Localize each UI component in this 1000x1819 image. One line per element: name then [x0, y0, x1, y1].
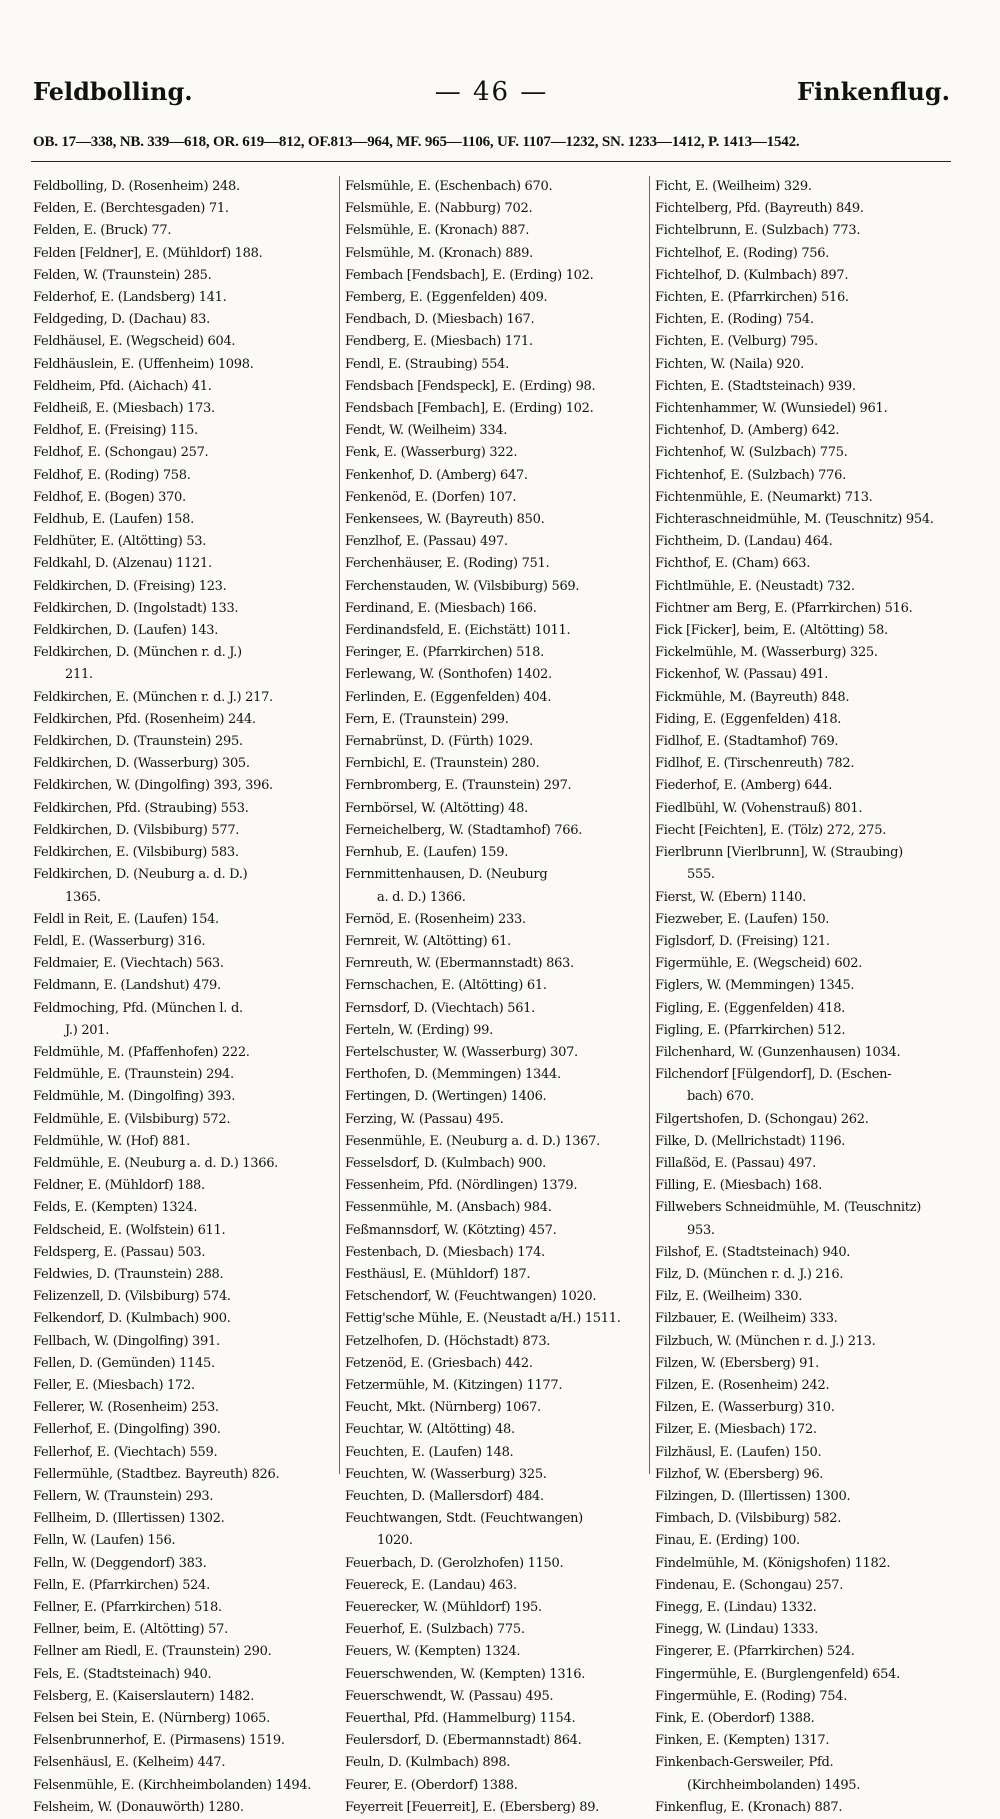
index-entry: Feldl in Reit, E. (Laufen) 154. — [33, 911, 219, 927]
index-entry — [33, 864, 335, 908]
index-entry: Fichtenmühle, E. (Neumarkt) 713. — [655, 489, 873, 505]
index-entry: Fierst, W. (Ebern) 1140. — [655, 889, 806, 905]
index-entry: Fichtenhof, E. (Sulzbach) 776. — [655, 467, 846, 483]
index-entry: Filzbuch, W. (München r. d. J.) 213. — [655, 1333, 876, 1349]
index-entry: Fellern, W. (Traunstein) 293. — [33, 1488, 214, 1504]
entry-text: Feldkirchen, D. (Neuburg a. d. D.) — [33, 867, 248, 883]
index-entry: Feldhub, E. (Laufen) 158. — [33, 512, 194, 528]
index-entry: Fertelschuster, W. (Wasserburg) 307. — [345, 1044, 578, 1060]
entry-text: Finkenbach-Gersweiler, Pfd. — [655, 1755, 834, 1771]
index-entry: Fichtelhof, D. (Kulmbach) 897. — [655, 267, 849, 283]
index-entry: Feuchten, E. (Laufen) 148. — [345, 1444, 514, 1460]
index-entry: Filz, D. (München r. d. J.) 216. — [655, 1266, 844, 1282]
index-entry: Fichtelhof, E. (Roding) 756. — [655, 245, 830, 261]
index-entry: Feller, E. (Miesbach) 172. — [33, 1377, 195, 1393]
index-entry: Feldhof, E. (Bogen) 370. — [33, 489, 186, 505]
index-entry: Fendberg, E. (Miesbach) 171. — [345, 334, 533, 350]
index-entry: Felderhof, E. (Landsberg) 141. — [33, 290, 227, 306]
index-entry: Ferlinden, E. (Eggenfelden) 404. — [345, 689, 552, 705]
index-entry: Feuerthal, Pfd. (Hammelburg) 1154. — [345, 1711, 576, 1727]
index-entry: Fiecht [Feichten], E. (Tölz) 272, 275. — [655, 822, 887, 838]
index-entry: Fiedlbühl, W. (Vohenstrauß) 801. — [655, 800, 863, 816]
index-entry: Feuerhof, E. (Sulzbach) 775. — [345, 1622, 525, 1638]
index-entry: Fichtenhof, W. (Sulzbach) 775. — [655, 445, 848, 461]
page-number: — 46 — — [434, 77, 549, 107]
index-entry: Feldmühle, W. (Hof) 881. — [33, 1133, 191, 1149]
index-entry: Fetzenöd, E. (Griesbach) 442. — [345, 1355, 533, 1371]
index-entry: Fernbichl, E. (Traunstein) 280. — [345, 756, 540, 772]
index-entry: Finau, E. (Erding) 100. — [655, 1533, 800, 1549]
index-entry: Fesselsdorf, D. (Kulmbach) 900. — [345, 1155, 546, 1171]
entry-continuation: 1020. — [377, 1533, 413, 1549]
index-entry: Filzer, E. (Miesbach) 172. — [655, 1422, 817, 1438]
entry-text: Feldmoching, Pfd. (München l. d. — [33, 1000, 243, 1016]
index-entry: Feldkirchen, D. (Traunstein) 295. — [33, 734, 243, 750]
index-entry: Feldkirchen, Pfd. (Straubing) 553. — [33, 800, 249, 816]
index-entry: Fidlhof, E. (Stadtamhof) 769. — [655, 734, 839, 750]
index-entry: Feldkirchen, D. (Ingolstadt) 133. — [33, 600, 239, 616]
index-entry: Feldsperg, E. (Passau) 503. — [33, 1244, 206, 1260]
index-entry: Feldwies, D. (Traunstein) 288. — [33, 1266, 224, 1282]
index-entry: Feldhof, E. (Freising) 115. — [33, 423, 198, 439]
index-entry: Felden, W. (Traunstein) 285. — [33, 267, 212, 283]
index-entry: Filzen, W. (Ebersberg) 91. — [655, 1355, 819, 1371]
index-entry: Fessenheim, Pfd. (Nördlingen) 1379. — [345, 1178, 578, 1194]
index-entry: Filshof, E. (Stadtsteinach) 940. — [655, 1244, 851, 1260]
index-entry: Ferchenstauden, W. (Vilsbiburg) 569. — [345, 578, 580, 594]
index-entry: Ferchenhäuser, E. (Roding) 751. — [345, 556, 550, 572]
index-entry: Feuers, W. (Kempten) 1324. — [345, 1644, 521, 1660]
running-head — [33, 74, 950, 118]
index-entry: Fellner, beim, E. (Altötting) 57. — [33, 1622, 228, 1638]
index-column-2 — [345, 176, 645, 1819]
index-entry: Filzen, E. (Rosenheim) 242. — [655, 1377, 830, 1393]
index-entry: Fembach [Fendsbach], E. (Erding) 102. — [345, 267, 594, 283]
index-entry: Feldscheid, E. (Wolfstein) 611. — [33, 1222, 226, 1238]
entry-continuation: bach) 670. — [687, 1089, 754, 1105]
index-entry: Feldkirchen, D. (Freising) 123. — [33, 578, 227, 594]
index-entry: Feldbolling, D. (Rosenheim) 248. — [33, 179, 240, 194]
index-entry: Figlsdorf, D. (Freising) 121. — [655, 933, 830, 949]
index-entry: Finegg, E. (Lindau) 1332. — [655, 1600, 817, 1615]
index-entry: Ferthofen, D. (Memmingen) 1344. — [345, 1067, 561, 1083]
index-entry: Felsenbrunnerhof, E. (Pirmasens) 1519. — [33, 1733, 285, 1749]
index-entry: Feldkirchen, Pfd. (Rosenheim) 244. — [33, 711, 256, 727]
index-entry: Fendt, W. (Weilheim) 334. — [345, 423, 508, 439]
index-entry: Fiederhof, E. (Amberg) 644. — [655, 778, 833, 794]
index-entry: Fernbörsel, W. (Altötting) 48. — [345, 800, 528, 816]
index-entry: Ferzing, W. (Passau) 495. — [345, 1111, 504, 1127]
index-entry: Fingerer, E. (Pfarrkirchen) 524. — [655, 1644, 855, 1660]
index-entry: Fenkenöd, E. (Dorfen) 107. — [345, 489, 517, 505]
index-entry: Felln, W. (Laufen) 156. — [33, 1533, 176, 1549]
index-entry: Fingermühle, E. (Burglengenfeld) 654. — [655, 1666, 900, 1682]
index-entry: Filling, E. (Miesbach) 168. — [655, 1178, 823, 1194]
index-entry: Finken, E. (Kempten) 1317. — [655, 1733, 830, 1749]
index-entry: Felsmühle, E. (Eschenbach) 670. — [345, 179, 553, 194]
index-entry — [655, 1064, 957, 1108]
index-entry: Feldmühle, M. (Dingolfing) 393. — [33, 1089, 236, 1105]
index-entry: Feldkirchen, D. (Wasserburg) 305. — [33, 756, 250, 772]
index-entry: Fidlhof, E. (Tirschenreuth) 782. — [655, 756, 855, 772]
index-entry: Fichtenhammer, W. (Wunsiedel) 961. — [655, 401, 888, 417]
index-entry: Fels, E. (Stadtsteinach) 940. — [33, 1666, 212, 1682]
index-entry: Fichtlmühle, E. (Neustadt) 732. — [655, 578, 855, 594]
index-entry: Fiding, E. (Eggenfelden) 418. — [655, 711, 842, 727]
index-entry: Fickmühle, M. (Bayreuth) 848. — [655, 689, 850, 705]
index-entry: Fendsbach [Fembach], E. (Erding) 102. — [345, 401, 594, 417]
index-entry: Felsmühle, E. (Kronach) 887. — [345, 223, 530, 239]
index-entry: Fenkensees, W. (Bayreuth) 850. — [345, 512, 545, 528]
index-entry: Figlers, W. (Memmingen) 1345. — [655, 978, 855, 994]
index-entry: Felsen bei Stein, E. (Nürnberg) 1065. — [33, 1711, 270, 1727]
index-entry: Feldkirchen, E. (Vilsbiburg) 583. — [33, 845, 239, 861]
index-entry: Feldhüter, E. (Altötting) 53. — [33, 534, 207, 550]
index-entry: Fick [Ficker], beim, E. (Altötting) 58. — [655, 623, 888, 639]
index-entry: Felds, E. (Kempten) 1324. — [33, 1200, 198, 1216]
index-entry: Feldmühle, E. (Traunstein) 294. — [33, 1067, 234, 1083]
index-entry: Feldheiß, E. (Miesbach) 173. — [33, 401, 215, 417]
entry-continuation: J.) 201. — [65, 1022, 110, 1038]
index-entry: Finegg, W. (Lindau) 1333. — [655, 1622, 819, 1638]
index-entry: Feuerschwenden, W. (Kempten) 1316. — [345, 1666, 586, 1682]
index-entry: Fimbach, D. (Vilsbiburg) 582. — [655, 1511, 842, 1527]
index-entry: Ferneichelberg, W. (Stadtamhof) 766. — [345, 822, 583, 838]
index-entry: Fenk, E. (Wasserburg) 322. — [345, 445, 518, 461]
index-entry: Filgertshofen, D. (Schongau) 262. — [655, 1111, 869, 1127]
index-entry: Felsenmühle, E. (Kirchheimbolanden) 1494. — [33, 1777, 312, 1793]
index-entry: Felizenzell, D. (Vilsbiburg) 574. — [33, 1289, 231, 1305]
index-entry: Findenau, E. (Schongau) 257. — [655, 1577, 844, 1593]
index-entry: Fetzelhofen, D. (Höchstadt) 873. — [345, 1333, 551, 1349]
index-entry: Fink, E. (Oberdorf) 1388. — [655, 1711, 815, 1727]
index-entry: Ficht, E. (Weilheim) 329. — [655, 179, 812, 194]
index-entry: Feuchten, W. (Wasserburg) 325. — [345, 1466, 547, 1482]
index-entry: Fern, E. (Traunstein) 299. — [345, 711, 509, 727]
entry-continuation: a. d. D.) 1366. — [377, 889, 466, 905]
index-entry: Fellerer, W. (Rosenheim) 253. — [33, 1400, 219, 1416]
entry-text: Fillwebers Schneidmühle, M. (Teuschnitz) — [655, 1200, 922, 1216]
index-entry: Fillaßöd, E. (Passau) 497. — [655, 1155, 816, 1171]
index-entry: Festhäusl, E. (Mühldorf) 187. — [345, 1266, 531, 1282]
index-entry: Feldkirchen, D. (Vilsbiburg) 577. — [33, 822, 240, 838]
district-ranges: OB. 17—338, NB. 339—618, OR. 619—812, OF.813—964, MF. 965—1106, UF. 1107—1232, SN. 1233—1412, P. 1413—1542. — [33, 134, 800, 150]
entry-continuation: 953. — [687, 1222, 715, 1238]
index-entry: Feldhäusel, E. (Wegscheid) 604. — [33, 334, 236, 350]
index-entry: Fichthof, E. (Cham) 663. — [655, 556, 811, 572]
index-entry: Fernhub, E. (Laufen) 159. — [345, 845, 509, 861]
index-entry: Feldkahl, D. (Alzenau) 1121. — [33, 556, 212, 572]
index-entry: Fernsdorf, D. (Viechtach) 561. — [345, 1000, 535, 1016]
index-entry — [33, 998, 335, 1042]
index-entry: Filke, D. (Mellrichstadt) 1196. — [655, 1133, 846, 1149]
index-entry: Fellheim, D. (Illertissen) 1302. — [33, 1511, 225, 1527]
index-entry: Femberg, E. (Eggenfelden) 409. — [345, 290, 548, 306]
index-entry: Fenzlhof, E. (Passau) 497. — [345, 534, 508, 550]
index-entry — [345, 864, 645, 908]
index-entry: Fetschendorf, W. (Feuchtwangen) 1020. — [345, 1289, 597, 1305]
index-entry: Fichten, E. (Pfarrkirchen) 516. — [655, 290, 849, 306]
index-entry: Feuerecker, W. (Mühldorf) 195. — [345, 1600, 542, 1615]
index-entry: Feucht, Mkt. (Nürnberg) 1067. — [345, 1400, 541, 1416]
index-entry: Fellerhof, E. (Viechtach) 559. — [33, 1444, 218, 1460]
index-entry: Findelmühle, M. (Königshofen) 1182. — [655, 1555, 891, 1571]
index-entry: Fichteraschneidmühle, M. (Teuschnitz) 954. — [655, 512, 934, 528]
index-entry: Felden [Feldner], E. (Mühldorf) 188. — [33, 245, 263, 261]
index-entry: Felln, W. (Deggendorf) 383. — [33, 1555, 207, 1571]
header-last-entry: Finkenflug. — [797, 77, 950, 106]
index-entry — [655, 842, 957, 886]
index-entry: Festenbach, D. (Miesbach) 174. — [345, 1244, 545, 1260]
index-entry: Fichtner am Berg, E. (Pfarrkirchen) 516. — [655, 600, 913, 616]
index-entry: Feyerreit [Feuerreit], E. (Ebersberg) 89. — [345, 1799, 600, 1815]
index-entry: Fendl, E. (Straubing) 554. — [345, 356, 509, 372]
index-entry: Feldmaier, E. (Viechtach) 563. — [33, 956, 224, 972]
index-entry: Felden, E. (Bruck) 77. — [33, 223, 172, 239]
index-entry: Filz, E. (Weilheim) 330. — [655, 1289, 803, 1305]
index-entry: Felsmühle, M. (Kronach) 889. — [345, 245, 533, 261]
index-entry: Fernabrünst, D. (Fürth) 1029. — [345, 734, 534, 750]
index-entry: Feldheim, Pfd. (Aichach) 41. — [33, 378, 212, 394]
index-entry: Feurer, E. (Oberdorf) 1388. — [345, 1777, 518, 1793]
index-entry: Feulersdorf, D. (Ebermannstadt) 864. — [345, 1733, 582, 1749]
index-entry: Fichten, E. (Stadtsteinach) 939. — [655, 378, 856, 394]
index-entry: Figling, E. (Eggenfelden) 418. — [655, 1000, 845, 1016]
index-entry: Felkendorf, D. (Kulmbach) 900. — [33, 1311, 231, 1327]
index-entry: Feldgeding, D. (Dachau) 83. — [33, 312, 210, 328]
header-rule — [31, 161, 951, 162]
index-entry: Fellen, D. (Gemünden) 1145. — [33, 1355, 215, 1371]
index-entry: Feldner, E. (Mühldorf) 188. — [33, 1178, 205, 1194]
index-entry: Filzhäusl, E. (Laufen) 150. — [655, 1444, 822, 1460]
index-entry: Felsberg, E. (Kaiserslautern) 1482. — [33, 1688, 255, 1704]
index-entry: Feldkirchen, W. (Dingolfing) 393, 396. — [33, 778, 273, 794]
index-entry: Fellner am Riedl, E. (Traunstein) 290. — [33, 1644, 272, 1660]
index-entry: Filchenhard, W. (Gunzenhausen) 1034. — [655, 1044, 901, 1060]
index-entry: Feldmühle, E. (Vilsbiburg) 572. — [33, 1111, 231, 1127]
index-entry: Fichten, E. (Velburg) 795. — [655, 334, 818, 350]
index-entry: Feldkirchen, E. (München r. d. J.) 217. — [33, 689, 273, 705]
index-entry: Fernschachen, E. (Altötting) 61. — [345, 978, 547, 994]
index-entry: Fernbromberg, E. (Traunstein) 297. — [345, 778, 572, 794]
index-entry: Ferteln, W. (Erding) 99. — [345, 1022, 493, 1038]
index-entry: Feldl, E. (Wasserburg) 316. — [33, 933, 206, 949]
index-entry: Feldhof, E. (Roding) 758. — [33, 467, 191, 483]
index-entry: Fenkenhof, D. (Amberg) 647. — [345, 467, 528, 483]
index-entry: Feldhof, E. (Schongau) 257. — [33, 445, 209, 461]
index-entry: Feldmühle, E. (Neuburg a. d. D.) 1366. — [33, 1155, 279, 1171]
index-entry: Fichten, E. (Roding) 754. — [655, 312, 814, 328]
index-entry: Felsenhäusl, E. (Kelheim) 447. — [33, 1755, 226, 1771]
entry-continuation: 1365. — [65, 889, 101, 905]
header-first-entry: Feldbolling. — [33, 77, 193, 106]
index-entry: Fendbach, D. (Miesbach) 167. — [345, 312, 535, 328]
index-columns — [33, 176, 958, 1815]
entry-text: Fierlbrunn [Vierlbrunn], W. (Straubing) — [655, 845, 903, 861]
index-entry: Feldmühle, M. (Pfaffenhofen) 222. — [33, 1044, 250, 1060]
index-entry: Feuchten, D. (Mallersdorf) 484. — [345, 1488, 544, 1504]
index-entry: Fernreit, W. (Altötting) 61. — [345, 933, 511, 949]
index-entry — [345, 1508, 645, 1552]
index-entry: Feuchtar, W. (Altötting) 48. — [345, 1422, 515, 1438]
index-entry: Feuln, D. (Kulmbach) 898. — [345, 1755, 511, 1771]
index-entry: Fichtheim, D. (Landau) 464. — [655, 534, 833, 550]
index-entry: Fetzermühle, M. (Kitzingen) 1177. — [345, 1377, 563, 1393]
index-entry: Feuerschwendt, W. (Passau) 495. — [345, 1688, 554, 1704]
index-entry: Feldhäuslein, E. (Uffenheim) 1098. — [33, 356, 254, 372]
index-entry: Feldkirchen, D. (Laufen) 143. — [33, 623, 219, 639]
index-entry: Ferdinandsfeld, E. (Eichstätt) 1011. — [345, 623, 571, 639]
index-entry: Figling, E. (Pfarrkirchen) 512. — [655, 1022, 846, 1038]
index-entry: Feldmann, E. (Landshut) 479. — [33, 978, 221, 994]
index-entry: Fendsbach [Fendspeck], E. (Erding) 98. — [345, 378, 596, 394]
index-entry — [655, 1197, 957, 1241]
entry-text: Feuchtwangen, Stdt. (Feuchtwangen) — [345, 1511, 583, 1527]
index-entry: Felden, E. (Berchtesgaden) 71. — [33, 201, 229, 217]
column-divider — [339, 176, 340, 1474]
index-entry: Fichtelberg, Pfd. (Bayreuth) 849. — [655, 201, 864, 217]
index-entry: Filzbauer, E. (Weilheim) 333. — [655, 1311, 838, 1327]
index-entry: Finkenflug, E. (Kronach) 887. — [655, 1799, 843, 1815]
index-entry: Fingermühle, E. (Roding) 754. — [655, 1688, 848, 1704]
entry-text: Feldkirchen, D. (München r. d. J.) — [33, 645, 242, 661]
index-entry: Feuerbach, D. (Gerolzhofen) 1150. — [345, 1555, 564, 1571]
column-divider — [649, 176, 650, 1474]
index-entry: Ferdinand, E. (Miesbach) 166. — [345, 600, 537, 616]
index-entry: Filzhof, W. (Ebersberg) 96. — [655, 1466, 824, 1482]
index-entry: Fesenmühle, E. (Neuburg a. d. D.) 1367. — [345, 1133, 600, 1149]
index-entry: Fertingen, D. (Wertingen) 1406. — [345, 1089, 547, 1105]
index-entry: Fichtelbrunn, E. (Sulzbach) 773. — [655, 223, 861, 239]
index-entry: Fernreuth, W. (Ebermannstadt) 863. — [345, 956, 574, 972]
index-entry: Feuereck, E. (Landau) 463. — [345, 1577, 517, 1593]
entry-continuation: 555. — [687, 867, 715, 883]
index-entry: Felsmühle, E. (Nabburg) 702. — [345, 201, 533, 217]
index-entry: Fickelmühle, M. (Wasserburg) 325. — [655, 645, 878, 661]
index-entry: Figermühle, E. (Wegscheid) 602. — [655, 956, 863, 972]
index-entry: Feringer, E. (Pfarrkirchen) 518. — [345, 645, 544, 661]
index-column-3 — [655, 176, 957, 1819]
index-entry: Fiezweber, E. (Laufen) 150. — [655, 911, 830, 927]
entry-text: Filchendorf [Fülgendorf], D. (Eschen- — [655, 1067, 892, 1083]
index-entry: Fellner, E. (Pfarrkirchen) 518. — [33, 1600, 222, 1615]
index-entry: Feßmannsdorf, W. (Kötzting) 457. — [345, 1222, 557, 1238]
index-column-1 — [33, 176, 335, 1819]
index-entry — [655, 1752, 957, 1796]
entry-continuation: (Kirchheimbolanden) 1495. — [687, 1777, 861, 1793]
entry-text: Fernmittenhausen, D. (Neuburg — [345, 867, 548, 883]
index-entry: Felsheim, W. (Donauwörth) 1280. — [33, 1799, 244, 1815]
index-entry: Fellermühle, (Stadtbez. Bayreuth) 826. — [33, 1466, 280, 1482]
index-entry: Fichten, W. (Naila) 920. — [655, 356, 804, 372]
index-entry: Ferlewang, W. (Sonthofen) 1402. — [345, 667, 552, 683]
index-entry: Fellerhof, E. (Dingolfing) 390. — [33, 1422, 221, 1438]
index-entry: Fickenhof, W. (Passau) 491. — [655, 667, 829, 683]
index-entry: Fellbach, W. (Dingolfing) 391. — [33, 1333, 220, 1349]
index-entry — [33, 642, 335, 686]
index-entry: Fichtenhof, D. (Amberg) 642. — [655, 423, 840, 439]
index-entry: Filzingen, D. (Illertissen) 1300. — [655, 1488, 851, 1504]
index-entry: Fessenmühle, M. (Ansbach) 984. — [345, 1200, 552, 1216]
index-entry: Felln, E. (Pfarrkirchen) 524. — [33, 1577, 210, 1593]
index-entry: Fettig'sche Mühle, E. (Neustadt a/H.) 1511. — [345, 1311, 621, 1327]
index-entry: Fernöd, E. (Rosenheim) 233. — [345, 911, 526, 927]
entry-continuation: 211. — [65, 667, 93, 683]
index-entry: Filzen, E. (Wasserburg) 310. — [655, 1400, 835, 1416]
